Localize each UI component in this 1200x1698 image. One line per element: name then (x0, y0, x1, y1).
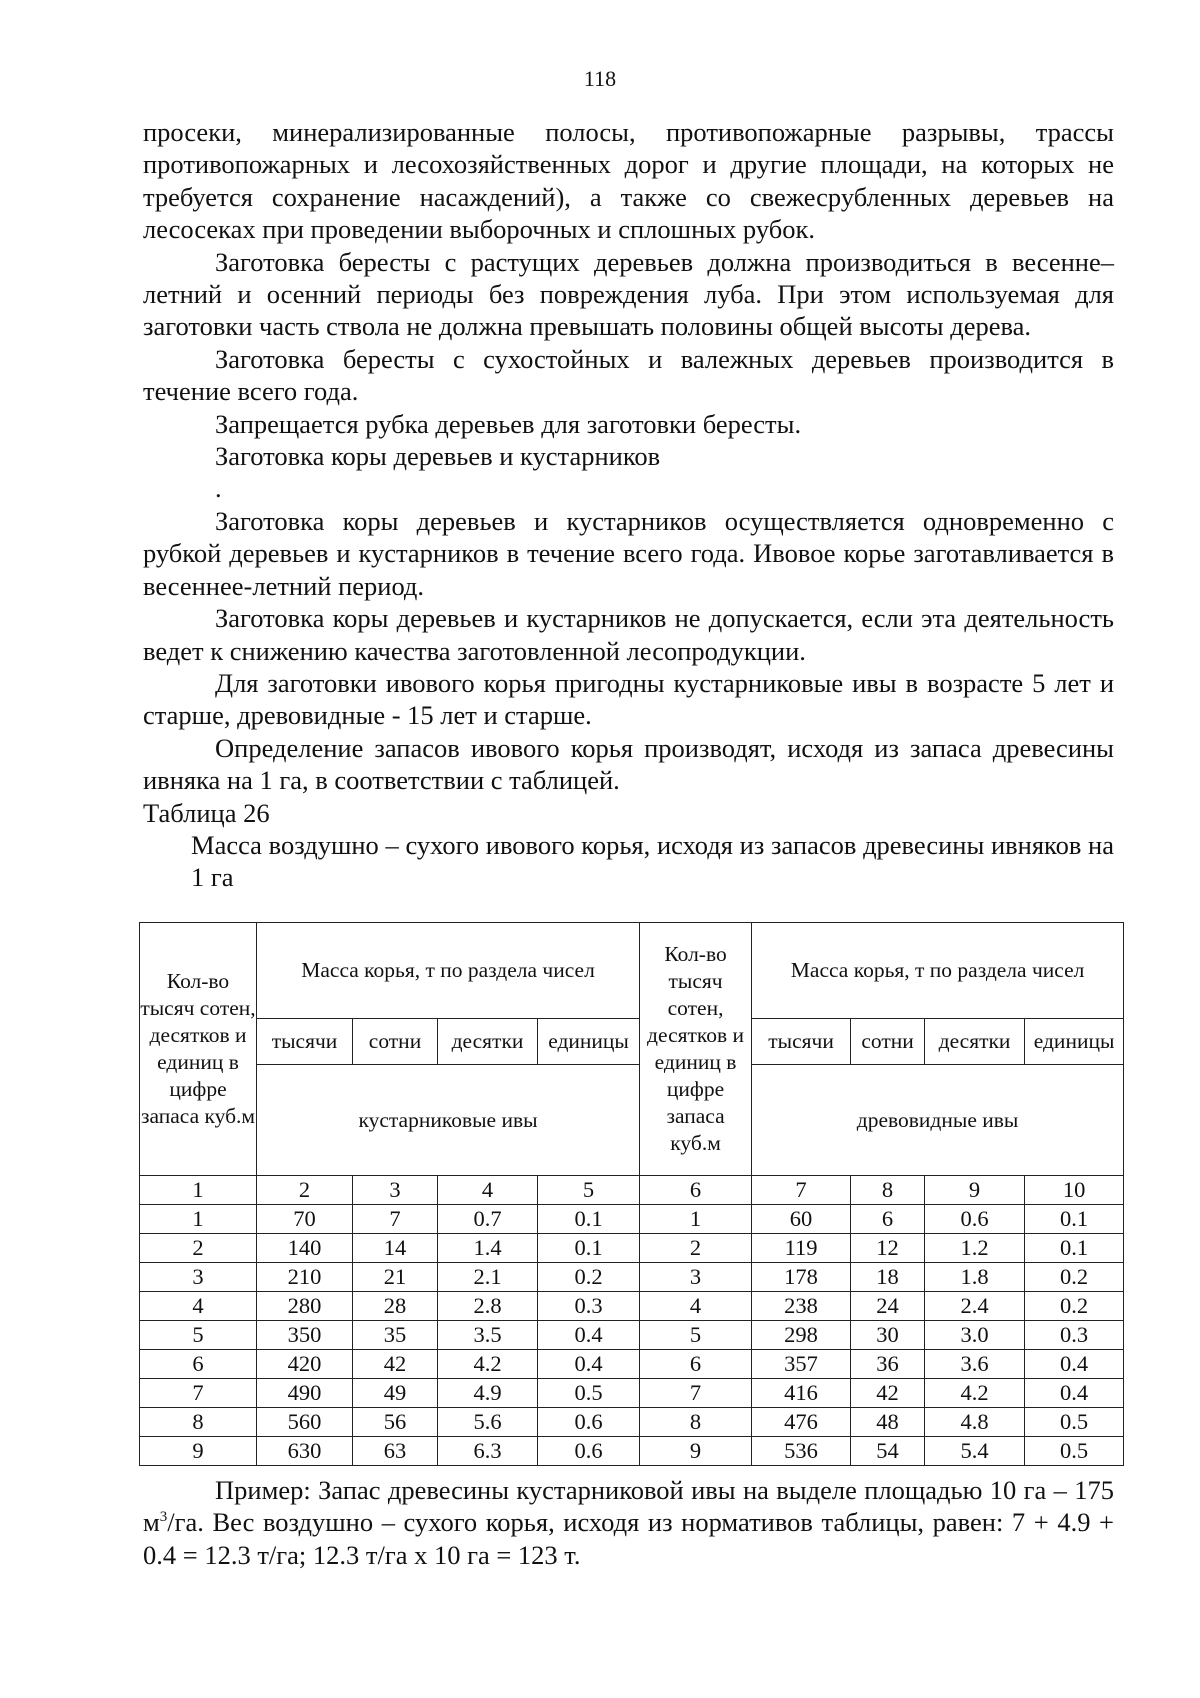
digit-header: тысячи (752, 1019, 851, 1065)
table-cell: 536 (752, 1437, 851, 1466)
table-cell: 2.8 (438, 1292, 538, 1321)
paragraph: Запрещается рубка деревьев для заготовки бересты. (215, 408, 802, 439)
example-paragraph (143, 1474, 1114, 1571)
table-cell: 63 (353, 1437, 438, 1466)
table-cell: 0.4 (538, 1321, 640, 1350)
table-cell: 9 (140, 1437, 257, 1466)
paragraph: Определение запасов ивового корья производят, исходя из запаса древесины ивняка на 1 га, в соответствии с таблицей. (143, 732, 1114, 796)
table-cell: 298 (752, 1321, 851, 1350)
digit-header: сотни (851, 1019, 925, 1065)
table-cell: 24 (851, 1292, 925, 1321)
table-row (140, 1205, 1124, 1234)
table-cell: 2 (640, 1234, 752, 1263)
table-cell: 49 (353, 1379, 438, 1408)
table-cell: 630 (257, 1437, 353, 1466)
table-cell: 416 (752, 1379, 851, 1408)
table-cell: 0.5 (1025, 1437, 1124, 1466)
table-cell: 1.8 (925, 1263, 1025, 1292)
table-cell: 119 (752, 1234, 851, 1263)
table-cell: 210 (257, 1263, 353, 1292)
paragraph: просеки, минерализированные полосы, противопожарные разрывы, трассы противопожарных и лесохозяйственных дорог и другие площади, на которых не требуется сохранение насаждений), а также со свежесрубленных деревьев на лесосеках при проведении выборочных и сплошных рубок. (143, 117, 1114, 245)
table-cell: 30 (851, 1321, 925, 1350)
table-row (140, 1437, 1124, 1466)
table-cell: 1.4 (438, 1234, 538, 1263)
paragraph: Заготовка бересты с сухостойных и валежных деревьев производится в течение всего года. (143, 343, 1114, 407)
column-number: 2 (257, 1176, 353, 1205)
table-cell: 0.3 (1025, 1321, 1124, 1350)
table-cell: 4.2 (438, 1350, 538, 1379)
table-cell: 5 (640, 1321, 752, 1350)
table-row (140, 1379, 1124, 1408)
table-cell: 420 (257, 1350, 353, 1379)
section-heading: Заготовка коры деревьев и кустарников (215, 441, 661, 472)
table-cell: 48 (851, 1408, 925, 1437)
column-number: 6 (640, 1176, 752, 1205)
table-cell: 3 (140, 1263, 257, 1292)
table-cell: 6.3 (438, 1437, 538, 1466)
table-cell: 357 (752, 1350, 851, 1379)
table-cell: 0.4 (1025, 1350, 1124, 1379)
digit-header: десятки (438, 1019, 538, 1065)
table-cell: 1 (140, 1205, 257, 1234)
table-cell: 28 (353, 1292, 438, 1321)
table-cell: 0.6 (925, 1205, 1025, 1234)
table-cell: 140 (257, 1234, 353, 1263)
table-cell: 5 (140, 1321, 257, 1350)
column-number: 7 (752, 1176, 851, 1205)
table-cell: 0.1 (538, 1234, 640, 1263)
mass-header-left: Масса корья, т по раздела чисел (257, 923, 640, 1019)
table-cell: 0.6 (538, 1408, 640, 1437)
table-cell: 6 (851, 1205, 925, 1234)
count-header-left: Кол-во тысяч сотен, десятков и единиц в цифре запаса куб.м (140, 923, 257, 1176)
table-cell: 4 (140, 1292, 257, 1321)
table-cell: 54 (851, 1437, 925, 1466)
table-cell: 350 (257, 1321, 353, 1350)
example-text-part1: Пример: Запас древесины кустарниковой ивы на выделе площадью 10 га – 175 м (143, 1475, 1114, 1538)
mass-header-right: Масса корья, т по раздела чисел (752, 923, 1124, 1019)
table-cell: 4.9 (438, 1379, 538, 1408)
table-cell: 8 (640, 1408, 752, 1437)
stray-dot: . (215, 473, 222, 504)
example-text-part2: /га. Вес воздушно – сухого корья, исходя из нормативов таблицы, равен: 7 + 4.9 + 0.4 = 12.3 т/га; 12.3 т/га х 10 га = 123 т. (143, 1507, 1114, 1570)
digit-header: десятки (925, 1019, 1025, 1065)
table-cell: 56 (353, 1408, 438, 1437)
table-cell: 4.2 (925, 1379, 1025, 1408)
table-cell: 0.4 (1025, 1379, 1124, 1408)
column-number: 4 (438, 1176, 538, 1205)
table-cell: 7 (353, 1205, 438, 1234)
count-header-right: Кол-во тысяч сотен, десятков и единиц в цифре запаса куб.м (640, 923, 752, 1176)
superscript: 3 (159, 1509, 168, 1526)
table-container (139, 922, 1123, 1466)
column-number: 8 (851, 1176, 925, 1205)
table-row (140, 1263, 1124, 1292)
table-cell: 6 (640, 1350, 752, 1379)
table-cell: 2 (140, 1234, 257, 1263)
column-number: 1 (140, 1176, 257, 1205)
table-row (140, 1234, 1124, 1263)
table-cell: 1.2 (925, 1234, 1025, 1263)
digit-header: единицы (538, 1019, 640, 1065)
table-cell: 8 (140, 1408, 257, 1437)
table-cell: 60 (752, 1205, 851, 1234)
bark-mass-table (139, 922, 1124, 1466)
table-label: Таблица 26 (143, 797, 270, 828)
table-body (140, 1205, 1124, 1466)
table-cell: 0.1 (1025, 1234, 1124, 1263)
table-cell: 560 (257, 1408, 353, 1437)
table-cell: 3.5 (438, 1321, 538, 1350)
table-cell: 0.5 (538, 1379, 640, 1408)
table-cell: 2.4 (925, 1292, 1025, 1321)
table-cell: 490 (257, 1379, 353, 1408)
table-cell: 0.1 (1025, 1205, 1124, 1234)
digit-header: единицы (1025, 1019, 1124, 1065)
table-cell: 3.6 (925, 1350, 1025, 1379)
table-cell: 18 (851, 1263, 925, 1292)
table-cell: 70 (257, 1205, 353, 1234)
table-cell: 2.1 (438, 1263, 538, 1292)
column-number: 3 (353, 1176, 438, 1205)
example-block (143, 1474, 1114, 1571)
column-number: 10 (1025, 1176, 1124, 1205)
table-cell: 5.4 (925, 1437, 1025, 1466)
table-cell: 7 (640, 1379, 752, 1408)
table-caption: Масса воздушно – сухого ивового корья, исходя из запасов древесины ивняков на 1 га (191, 829, 1114, 892)
page-number: 118 (583, 66, 617, 91)
body-text (143, 116, 1114, 893)
table-row (140, 1408, 1124, 1437)
kind-header-right: древовидные ивы (752, 1065, 1124, 1176)
table-cell: 4 (640, 1292, 752, 1321)
column-number: 9 (925, 1176, 1025, 1205)
digit-header: сотни (353, 1019, 438, 1065)
table-row (140, 1321, 1124, 1350)
table-cell: 35 (353, 1321, 438, 1350)
table-cell: 0.1 (538, 1205, 640, 1234)
table-cell: 14 (353, 1234, 438, 1263)
table-cell: 7 (140, 1379, 257, 1408)
column-number-row (140, 1176, 1124, 1205)
table-cell: 3.0 (925, 1321, 1025, 1350)
table-cell: 0.2 (538, 1263, 640, 1292)
table-cell: 178 (752, 1263, 851, 1292)
paragraph: Заготовка коры деревьев и кустарников осуществляется одновременно с рубкой деревьев и кустарников в течение всего года. Ивовое корье заготавливается в весеннее-летний период. (143, 505, 1114, 601)
table-cell: 1 (640, 1205, 752, 1234)
table-cell: 4.8 (925, 1408, 1025, 1437)
table-cell: 6 (140, 1350, 257, 1379)
table-cell: 9 (640, 1437, 752, 1466)
paragraph: Для заготовки ивового корья пригодны кустарниковые ивы в возрасте 5 лет и старше, древовидные - 15 лет и старше. (143, 667, 1114, 731)
table-cell: 42 (851, 1379, 925, 1408)
table-cell: 0.5 (1025, 1408, 1124, 1437)
table-cell: 238 (752, 1292, 851, 1321)
table-cell: 0.6 (538, 1437, 640, 1466)
paragraph: Заготовка коры деревьев и кустарников не допускается, если эта деятельность ведет к снижению качества заготовленной лесопродукции. (143, 603, 1114, 666)
table-cell: 0.3 (538, 1292, 640, 1321)
digit-header: тысячи (257, 1019, 353, 1065)
table-row (140, 1350, 1124, 1379)
table-cell: 0.4 (538, 1350, 640, 1379)
table-row (140, 1292, 1124, 1321)
table-cell: 36 (851, 1350, 925, 1379)
table-cell: 3 (640, 1263, 752, 1292)
table-cell: 0.2 (1025, 1292, 1124, 1321)
table-cell: 0.2 (1025, 1263, 1124, 1292)
table-cell: 280 (257, 1292, 353, 1321)
table-cell: 5.6 (438, 1408, 538, 1437)
table-cell: 42 (353, 1350, 438, 1379)
table-cell: 12 (851, 1234, 925, 1263)
table-cell: 476 (752, 1408, 851, 1437)
column-number: 5 (538, 1176, 640, 1205)
table-cell: 21 (353, 1263, 438, 1292)
table-cell: 0.7 (438, 1205, 538, 1234)
kind-header-left: кустарниковые ивы (257, 1065, 640, 1176)
paragraph: Заготовка бересты с растущих деревьев должна производиться в весенне–летний и осенний периоды без повреждения луба. При этом используемая для заготовки часть ствола не должна превышать половины общей высоты дерева. (143, 246, 1114, 342)
